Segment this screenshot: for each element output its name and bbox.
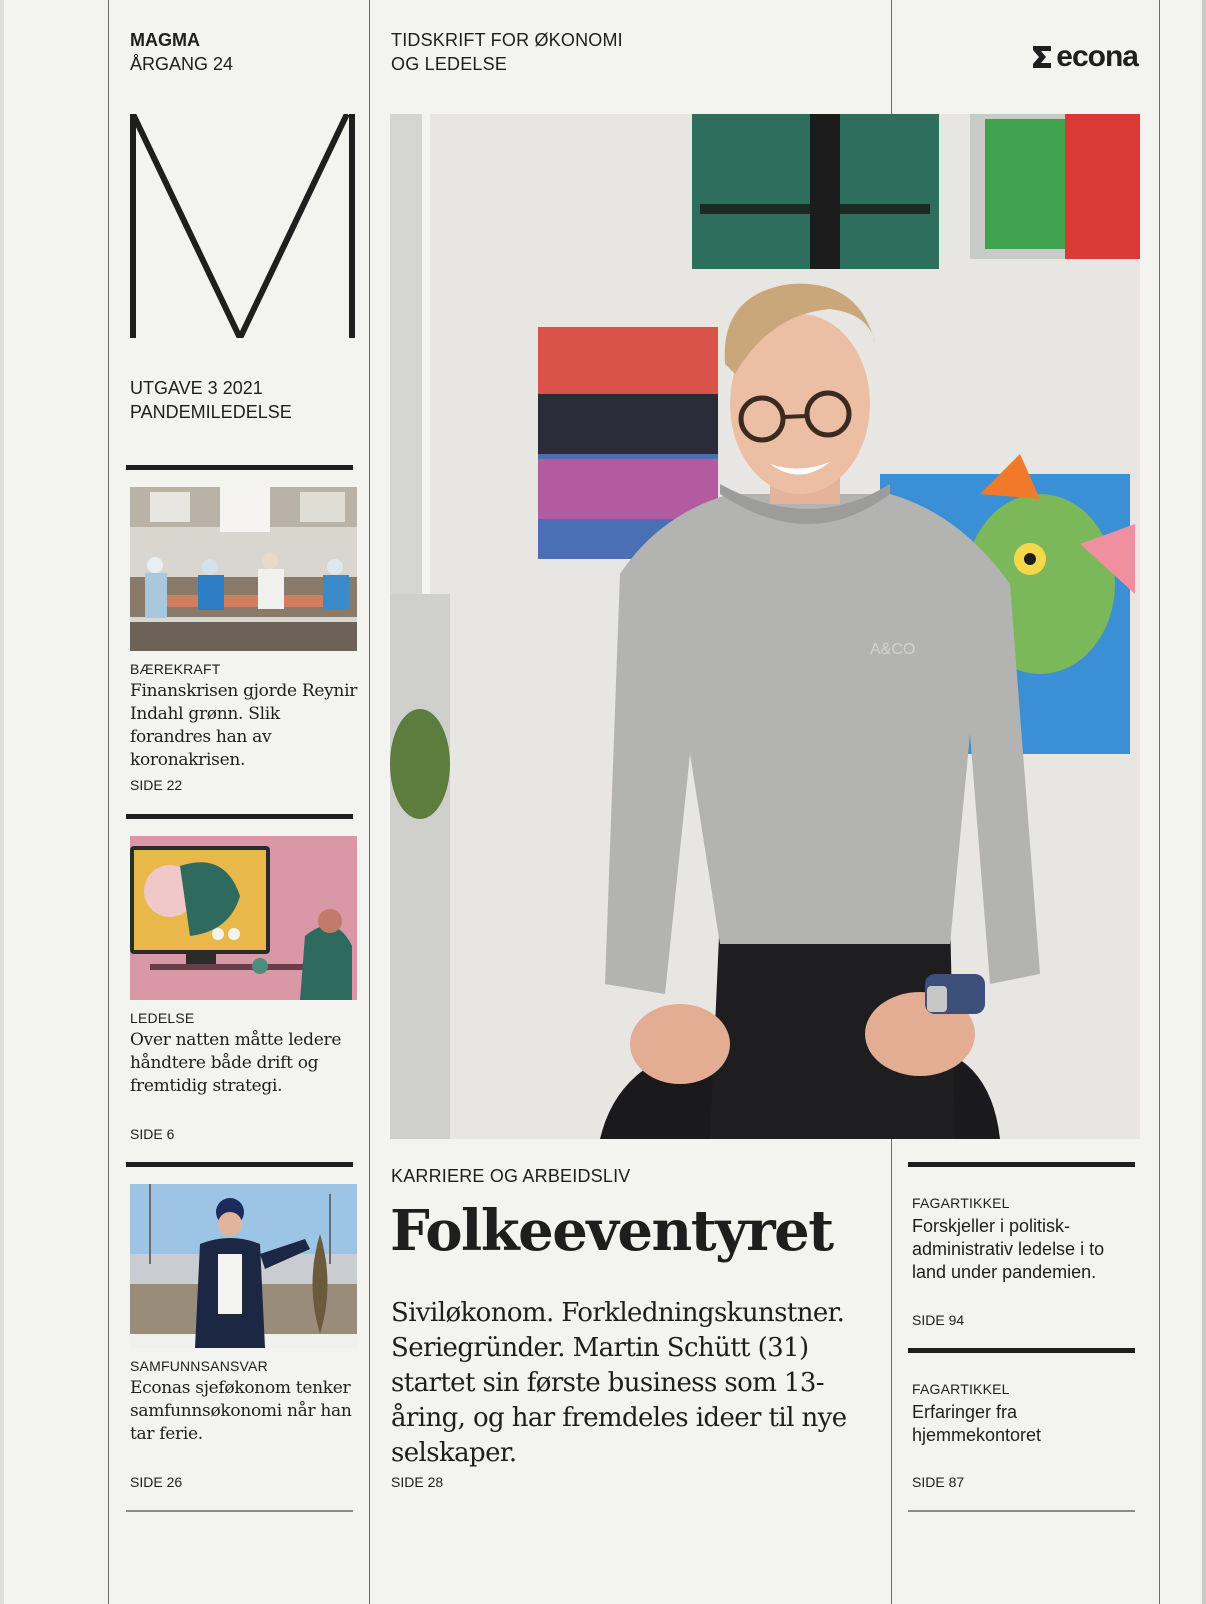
- main-article-title[interactable]: Folkeeventyret: [390, 1198, 833, 1264]
- column-rule-middle: [369, 0, 370, 1604]
- masthead: [130, 28, 233, 76]
- page-edge: [1202, 0, 1206, 1604]
- article-kicker: BÆREKRAFT: [130, 661, 221, 677]
- main-article-kicker: KARRIERE OG ARBEIDSLIV: [391, 1166, 631, 1186]
- article-page-ref: SIDE 94: [912, 1312, 965, 1328]
- article-headline[interactable]: Over natten måtte ledere håndtere både drift og fremtidig strategi.: [130, 1030, 342, 1096]
- logo-text: econa: [1056, 40, 1138, 73]
- main-article-deck: Siviløkonom. Forkledningskunstner. Seriegründer. Martin Schütt (31) startet sin første business som 13-åring, og har fremdeles ideer til nye selskaper.: [391, 1298, 847, 1468]
- tagline-line-1: TIDSKRIFT FOR ØKONOMI: [391, 30, 623, 50]
- article-headline[interactable]: Forskjeller i politisk-administrativ ledelse i to land under pandemien.: [912, 1216, 1105, 1282]
- article-page-ref: SIDE 26: [130, 1474, 183, 1490]
- sweater-print: A&CO: [870, 641, 916, 658]
- article-headline[interactable]: Erfaringer fra hjemmekontoret: [912, 1402, 1042, 1445]
- section-divider: [908, 1162, 1135, 1167]
- econa-logo: [1032, 40, 1138, 74]
- article-kicker: FAGARTIKKEL: [912, 1195, 1010, 1211]
- econa-logo-mark-icon: [1032, 45, 1052, 69]
- main-article-page-ref: SIDE 28: [391, 1474, 444, 1490]
- big-m-logo: [130, 114, 358, 338]
- article-image-harbour[interactable]: [130, 1184, 357, 1348]
- section-end-rule: [126, 1510, 353, 1512]
- section-divider: [126, 814, 353, 819]
- article-headline[interactable]: Finanskrisen gjorde Reynir Indahl grønn. Slik forandres han av koronakrisen.: [130, 681, 358, 770]
- article-image-factory[interactable]: [130, 487, 357, 651]
- section-divider: [126, 465, 353, 470]
- magazine-volume: ÅRGANG 24: [130, 54, 234, 74]
- magazine-name: MAGMA: [130, 30, 200, 50]
- article-page-ref: SIDE 87: [912, 1474, 965, 1490]
- cover-photo[interactable]: [390, 114, 1140, 1139]
- issue-number: UTGAVE 3 2021: [130, 378, 263, 398]
- section-end-rule: [908, 1510, 1135, 1512]
- article-image-illustration[interactable]: [130, 836, 357, 1000]
- article-kicker: LEDELSE: [130, 1010, 195, 1026]
- issue-info: [130, 376, 292, 424]
- tagline-line-2: OG LEDELSE: [391, 54, 508, 74]
- tagline: [391, 28, 623, 76]
- article-kicker: SAMFUNNSANSVAR: [130, 1358, 268, 1374]
- section-divider: [126, 1162, 353, 1167]
- article-kicker: FAGARTIKKEL: [912, 1381, 1010, 1397]
- article-headline[interactable]: Econas sjeføkonom tenker samfunnsøkonomi når han tar ferie.: [130, 1378, 352, 1444]
- article-page-ref: SIDE 22: [130, 777, 183, 793]
- section-divider: [908, 1348, 1135, 1353]
- magazine-cover: [4, 0, 1206, 1604]
- column-rule-left: [108, 0, 109, 1604]
- article-page-ref: SIDE 6: [130, 1126, 175, 1142]
- column-rule-outer: [1159, 0, 1160, 1604]
- issue-theme: PANDEMILEDELSE: [130, 402, 292, 422]
